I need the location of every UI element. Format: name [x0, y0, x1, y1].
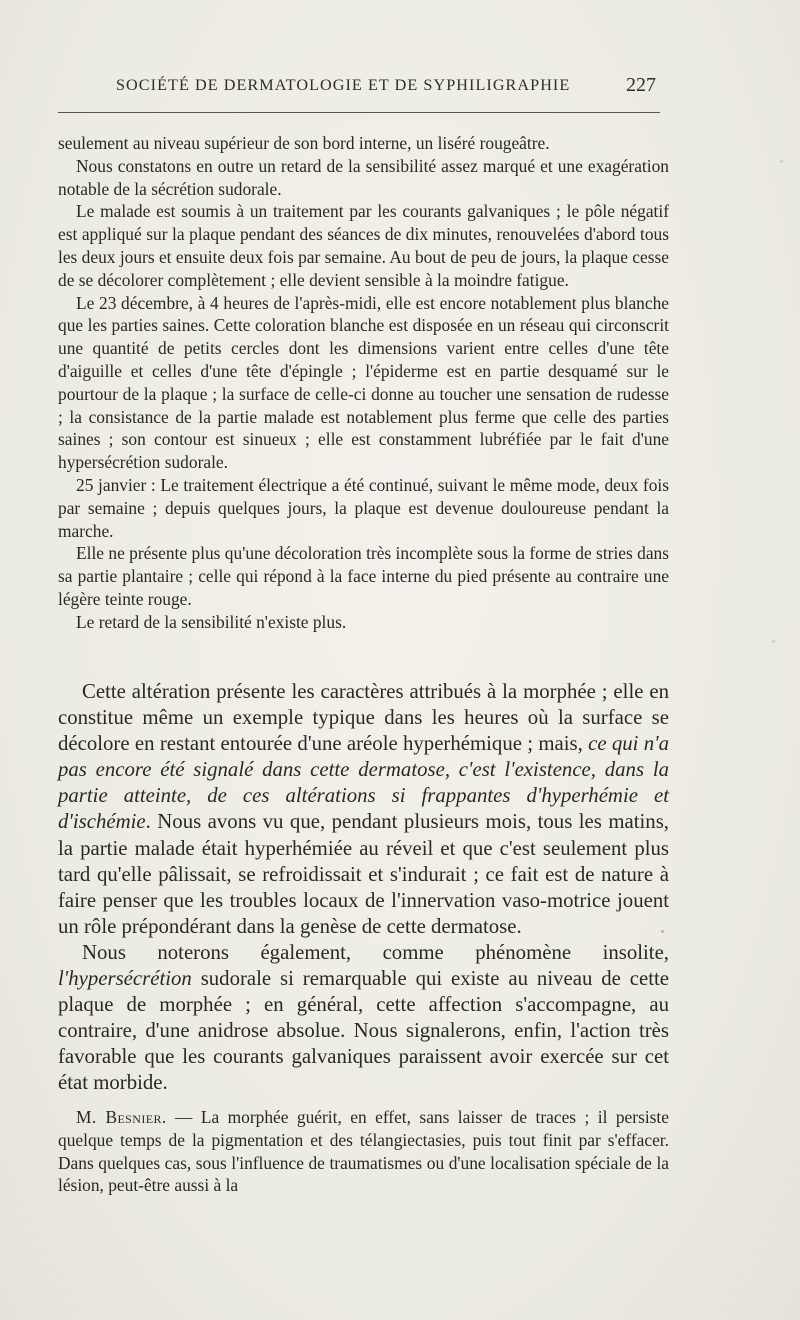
italic-run: l'hypersécrétion: [58, 967, 192, 991]
running-title: SOCIÉTÉ DE DERMATOLOGIE ET DE SYPHILIGRAPHIE: [116, 76, 571, 94]
paper-speck: [780, 160, 783, 163]
paragraph: [58, 679, 669, 940]
commentary-text: [58, 679, 669, 1097]
header-rule: [58, 112, 660, 113]
text-run: — La morphée guérit, en effet, sans laisser de traces ; il persiste quelque temps de la pigmentation et des télangiectasies, puis tout finit par s'effacer. Dans quelques cas, sous l'influence de traumatismes ou d'une localisation spéciale de la lésion, peut-être aussi à la: [58, 1107, 669, 1196]
paragraph: Le malade est soumis à un traitement par les courants galvaniques ; le pôle négatif est appliqué sur la plaque pendant des séances de dix minutes, renouvelées d'abord tous les deux jours et ensuite deux fois par semaine. Au bout de peu de jours, la plaque cesse de se décolorer complètement ; elle devient sensible à la moindre fatigue.: [58, 201, 669, 290]
italic-run: ce qui n'a pas encore été signalé dans cette dermatose, c'est l'existence, dans la partie atteinte, de ces altérations si frappantes d'hyperhémie et d'ischémie: [58, 732, 669, 834]
page-header: [60, 74, 666, 104]
paragraph: seulement au niveau supérieur de son bord interne, un liséré rougeâtre.: [58, 133, 550, 153]
paragraph: Nous constatons en outre un retard de la sensibilité assez marqué et une exagération notable de la sécrétion sudorale.: [58, 155, 669, 199]
paper-speck: [661, 930, 664, 933]
speaker-name: M. Besnier.: [76, 1107, 167, 1127]
text-run: . Nous avons vu que, pendant plusieurs mois, tous les matins, la partie malade était hyperhémiée au réveil et que c'est seulement plus tard qu'elle pâlissait, se refroidissait et s'indurait ; ce fait est de nature à faire penser que les troubles locaux de l'innervation vaso-motrice jouent un rôle prépondérant dans la genèse de cette dermatose.: [58, 810, 669, 938]
text-run: Nous noterons également, comme phénomène insolite,: [82, 940, 669, 964]
paper-speck: [772, 640, 775, 643]
case-observation-text: [58, 132, 669, 634]
paragraph: Elle ne présente plus qu'une décoloration très incomplète sous la forme de stries dans sa partie plantaire ; celle qui répond à la face interne du pied présente au contraire une légère teinte rouge.: [58, 543, 669, 609]
paragraph: Le retard de la sensibilité n'existe plus.: [76, 611, 347, 632]
page-number: 227: [626, 74, 656, 96]
paragraph: [58, 940, 669, 1097]
paragraph: Le 23 décembre, à 4 heures de l'après-midi, elle est encore notablement plus blanche que les parties saines. Cette coloration blanche est disposée en un réseau qui circonscrit une quantité de petits cercles dont les dimensions varient entre celles d'une tête d'aiguille et celles d'une tête d'épingle ; l'épiderme est en partie desquamé sur le pourtour de la plaque ; la surface de celle-ci donne au toucher une sensation de rudesse ; la consistance de la partie malade est notablement plus ferme que celle des parties saines ; son contour est sinueux ; elle est constamment lubréfiée par le fait d'une hypersécrétion sudorale.: [58, 292, 669, 473]
paragraph: 25 janvier : Le traitement électrique a été continué, suivant le même mode, deux fois par semaine ; depuis quelques jours, la plaque est devenue douloureuse pendant la marche.: [58, 474, 669, 541]
text-run: Cette altération présente les caractères attribués à la morphée ; elle en constitue même un exemple typique dans les heures où la surface se décolore en restant entourée d'une aréole hyperhémique ; mais,: [58, 680, 669, 756]
text-run: sudorale si remarquable qui existe au niveau de cette plaque de morphée ; en général, cette affection s'accompagne, au contraire, d'une anidrose absolue. Nous signalerons, enfin, l'action très favorable que les courants galvaniques paraissent avoir exercée sur cet état morbide.: [58, 967, 669, 1095]
discussion-text: [58, 1106, 669, 1197]
paragraph: [58, 1106, 669, 1197]
